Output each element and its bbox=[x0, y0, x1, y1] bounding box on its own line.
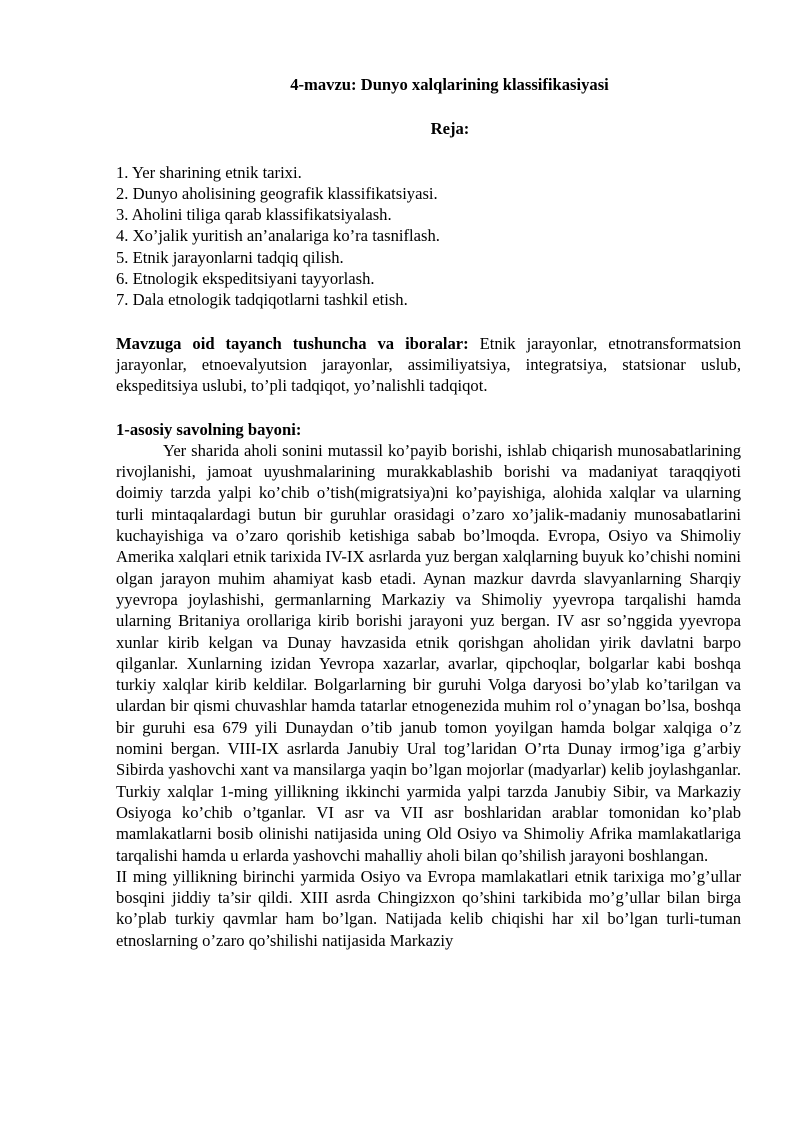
keywords-label: Mavzuga oid tayanch tushuncha va iboralar: bbox=[116, 333, 469, 353]
section-heading: 1-asosiy savolning bayoni: bbox=[116, 419, 302, 439]
plan-heading: Reja: bbox=[430, 119, 470, 139]
keywords-paragraph bbox=[116, 333, 741, 397]
plan-item: 3. Aholini tiliga qarab klassifikatsiyalash. bbox=[116, 205, 392, 225]
plan-list bbox=[116, 162, 741, 311]
body-paragraph: Yer sharida aholi sonini mutassil ko’payib borishi, ishlab chiqarish munosabatlarining rivojlanishi, jamoat uyushmalarining murakkablashib borishi va madaniyat taraqqiyoti doimiy tarzda yalpi ko’chib o’tish(migratsiya)ni ko’payishiga, alohida xalqlar va ularning turli mintaqalardagi butun bir guruhlar orasidagi o’zaro xo’jalik-madaniy munosabatlarini kuchayishiga va o’zaro qorishib ketishiga sabab bo’lmoqda. Evropa, Osiyo va Shimoliy Amerika xalqlari etnik tarixida IV-IX asrlarda yuz bergan xalqlarning buyuk ko’chishi nomini olgan jarayon muhim ahamiyat kasb etadi. Aynan mazkur davrda slavyanlarning Sharqiy yyevropa joylashishi, germanlarning Markaziy va Shimoliy yyevropa tarqalishi hamda ularning Britaniya orollariga kirib borishi jarayoni yuz bergan. IV asr so’nggida yyevropa xunlar kirib kelgan va Dunay havzasida etnik qorishgan aholidan yirik davlatni barpo qilganlar. Xunlarning izidan Yevropa xazarlar, avarlar, qipchoqlar, bolgarlar kabi boshqa turkiy xalqlar kirib keldilar. Bolgarlarning bir guruhi Volga daryosi bo’ylab ko’tarilgan va ulardan bir qismi chuvashlar hamda tatarlar etnogenezida muhim rol o’ynagan bo’lsa, boshqa bir guruhi esa 679 yili Dunaydan o’tib janub tomon yoyilgan hamda bolgar xalqiga o’z nomini bergan. VIII-IX asrlarda Janubiy Ural tog’laridan O’rta Dunay irmog’iga g’arbiy Sibirda yashovchi xant va mansilarga yaqin bo’lgan mojorlar (madyarlar) kelib joylashganlar. Turkiy xalqlar 1-ming yillikning ikkinchi yarmida yalpi tarzda Janubiy Sibir, va Markaziy Osiyoga ko’chib o’tganlar. VI asr va VII asr boshlaridan arablar tomonidan ko’plab mamlakatlarni bosib olinishi natijasida uning Old Osiyo va Shimoliy Afrika mamlakatlariga tarqalishi hamda u erlarda yashovchi mahalliy aholi bilan qo’shilish jarayoni boshlangan. bbox=[116, 440, 741, 865]
document-page bbox=[116, 74, 741, 951]
plan-item: 7. Dala etnologik tadqiqotlarni tashkil etish. bbox=[116, 290, 408, 310]
plan-item: 6. Etnologik ekspeditsiyani tayyorlash. bbox=[116, 269, 375, 289]
body-paragraph: II ming yillikning birinchi yarmida Osiyo va Evropa mamlakatlari etnik tarixiga mo’g’ullar bosqini jiddiy ta’sir qildi. XIII asrda Chingizxon qo’shini tarkibida mo’g’ullar bilan birga ko’plab turkiy qavmlar ham bo’lgan. Natijada kelib chiqishi har xil bo’lgan turli-tuman etnoslarning o’zaro qo’shilishi natijasida Markaziy bbox=[116, 866, 741, 950]
keywords-text: Etnik jarayonlar, etnotransformatsion jarayonlar, etnoevalyutsion jarayonlar, assimiliyatsiya, integratsiya, statsionar uslub, ekspeditsiya uslubi, to’pli tadqiqot, yo’nalishli tadqiqot. bbox=[116, 333, 741, 396]
plan-item: 1. Yer sharining etnik tarixi. bbox=[116, 162, 302, 182]
document-title: 4-mavzu: Dunyo xalqlarining klassifikasiyasi bbox=[290, 75, 609, 94]
plan-item: 2. Dunyo aholisining geografik klassifikatsiyasi. bbox=[116, 183, 438, 203]
plan-item: 5. Etnik jarayonlarni tadqiq qilish. bbox=[116, 247, 344, 267]
plan-item: 4. Xo’jalik yuritish an’analariga ko’ra tasniflash. bbox=[116, 226, 440, 246]
